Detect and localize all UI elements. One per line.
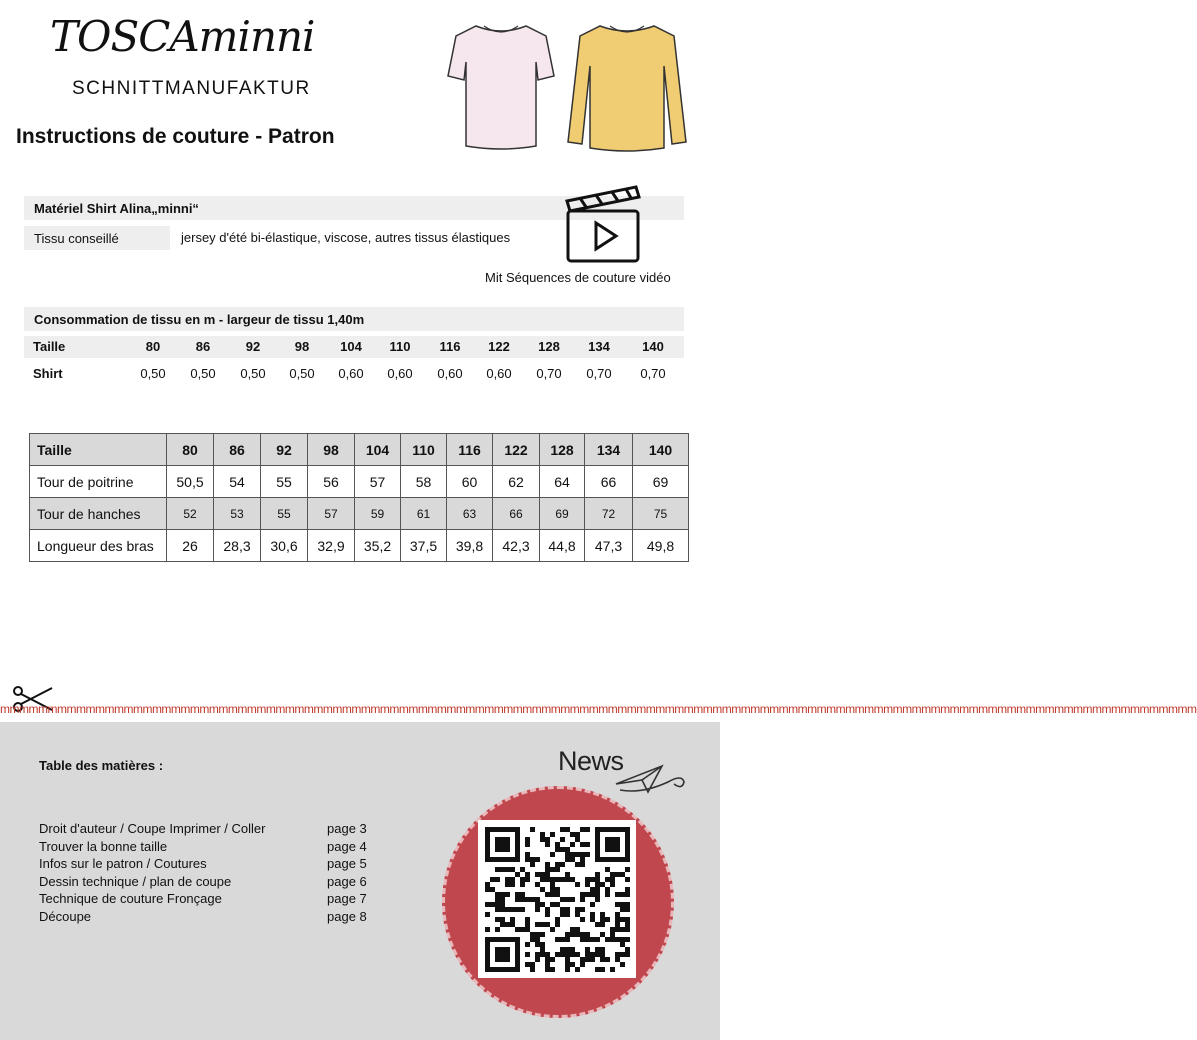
shirt-long-sleeve-illustration xyxy=(566,18,688,154)
table-cell: 59 xyxy=(355,498,401,530)
toc-page: page 5 xyxy=(327,856,367,871)
table-cell: 72 xyxy=(585,498,633,530)
consumption-value: 0,70 xyxy=(586,366,612,381)
table-cell: 66 xyxy=(493,498,540,530)
table-cell: 28,3 xyxy=(214,530,261,562)
table-cell: 61 xyxy=(401,498,447,530)
news-label: News xyxy=(558,746,624,776)
consumption-size: 140 xyxy=(642,339,664,354)
toc-title: Table des matières : xyxy=(39,758,164,773)
toc-item: Technique de couture Fronçage xyxy=(39,891,222,906)
toc-item: Dessin technique / plan de coupe xyxy=(39,874,232,889)
video-sequences-text: Mit Séquences de couture vidéo xyxy=(485,270,671,285)
consumption-header: Consommation de tissu en m - largeur de tissu 1,40m xyxy=(24,307,684,331)
consumption-value: 0,50 xyxy=(240,366,266,381)
consumption-size: 134 xyxy=(588,339,610,354)
table-cell: 42,3 xyxy=(493,530,540,562)
toc-page: page 3 xyxy=(327,821,367,836)
consumption-value: 0,60 xyxy=(387,366,413,381)
shirt-short-sleeve-illustration xyxy=(446,18,556,152)
consumption-size: 104 xyxy=(340,339,362,354)
consumption-size: 80 xyxy=(145,339,161,354)
consumption-value: 0,50 xyxy=(140,366,166,381)
consumption-value: 0,70 xyxy=(536,366,562,381)
table-cell: 55 xyxy=(261,498,308,530)
qr-code[interactable] xyxy=(478,820,636,978)
consumption-size: 98 xyxy=(294,339,310,354)
table-cell: 55 xyxy=(261,466,308,498)
table-row xyxy=(30,466,689,498)
table-row xyxy=(30,530,689,562)
table-cell: 60 xyxy=(447,466,493,498)
table-cell: 32,9 xyxy=(308,530,355,562)
paper-plane-icon xyxy=(612,760,694,796)
consumption-size-row xyxy=(24,336,684,358)
measurement-size: 80 xyxy=(167,434,214,466)
table-cell: 66 xyxy=(585,466,633,498)
consumption-shirt-label: Shirt xyxy=(33,366,63,381)
measurement-size: 134 xyxy=(585,434,633,466)
consumption-size-label: Taille xyxy=(33,339,66,354)
table-cell: 26 xyxy=(167,530,214,562)
toc-page: page 7 xyxy=(327,891,367,906)
table-cell: 56 xyxy=(308,466,355,498)
table-cell: 50,5 xyxy=(167,466,214,498)
measurement-size: 86 xyxy=(214,434,261,466)
toc-item: Droit d'auteur / Coupe Imprimer / Coller xyxy=(39,821,266,836)
table-cell: 30,6 xyxy=(261,530,308,562)
consumption-value: 0,70 xyxy=(640,366,666,381)
table-cell: 44,8 xyxy=(540,530,585,562)
measurement-size: 110 xyxy=(401,434,447,466)
consumption-size: 86 xyxy=(195,339,211,354)
row-label: Longueur des bras xyxy=(30,530,167,562)
consumption-value: 0,60 xyxy=(486,366,512,381)
toc-item: Infos sur le patron / Coutures xyxy=(39,856,207,871)
brand-subtitle: SCHNITTMANUFAKTUR xyxy=(72,78,311,99)
table-cell: 62 xyxy=(493,466,540,498)
toc-page: page 6 xyxy=(327,874,367,889)
page-title: Instructions de couture - Patron xyxy=(16,125,335,148)
table-cell: 49,8 xyxy=(633,530,689,562)
table-cell: 63 xyxy=(447,498,493,530)
table-cell: 57 xyxy=(355,466,401,498)
qr-code-graphic xyxy=(478,820,636,978)
table-cell: 47,3 xyxy=(585,530,633,562)
table-cell: 69 xyxy=(633,466,689,498)
toc-page: page 4 xyxy=(327,839,367,854)
table-row xyxy=(30,498,689,530)
consumption-size: 116 xyxy=(439,339,461,354)
table-cell: 64 xyxy=(540,466,585,498)
table-cell: 39,8 xyxy=(447,530,493,562)
consumption-size: 110 xyxy=(389,339,411,354)
cut-line: mmmmmmmmmmmmmmmmmmmmmmmmmmmmmmmmmmmmmmmmmmmmmmmmmmmmmmmmmmmmmmmmmmmmmmmmmmmmmmmmmmmmmmmmmmmmmmmmmmmmmmmmmmmmmmmmmmmmmmmmmmmmmm xyxy=(0,702,1197,716)
toc-item: Découpe xyxy=(39,909,92,924)
consumption-size: 122 xyxy=(488,339,510,354)
table-cell: 75 xyxy=(633,498,689,530)
measurement-header-label: Taille xyxy=(30,434,167,466)
measurement-size: 104 xyxy=(355,434,401,466)
measurement-header-row xyxy=(30,434,689,466)
table-cell: 54 xyxy=(214,466,261,498)
table-cell: 52 xyxy=(167,498,214,530)
fabric-value: jersey d'été bi-élastique, viscose, autres tissus élastiques xyxy=(181,230,511,245)
row-label: Tour de poitrine xyxy=(30,466,167,498)
measurement-size: 140 xyxy=(633,434,689,466)
table-cell: 35,2 xyxy=(355,530,401,562)
brand-logo: TOSCAminni xyxy=(50,12,315,61)
toc-page: page 8 xyxy=(327,909,367,924)
consumption-size: 128 xyxy=(538,339,560,354)
material-header: Matériel Shirt Alina„minni“ xyxy=(24,196,684,220)
table-cell: 37,5 xyxy=(401,530,447,562)
consumption-value: 0,50 xyxy=(190,366,216,381)
video-clapper-icon xyxy=(564,183,642,265)
measurement-size: 98 xyxy=(308,434,355,466)
toc-item: Trouver la bonne taille xyxy=(39,839,168,854)
table-cell: 57 xyxy=(308,498,355,530)
consumption-value: 0,60 xyxy=(437,366,463,381)
fabric-label: Tissu conseillé xyxy=(24,226,170,250)
table-cell: 69 xyxy=(540,498,585,530)
consumption-value: 0,60 xyxy=(338,366,364,381)
measurement-size: 92 xyxy=(261,434,308,466)
row-label: Tour de hanches xyxy=(30,498,167,530)
measurement-size: 122 xyxy=(493,434,540,466)
consumption-value: 0,50 xyxy=(289,366,315,381)
measurement-table xyxy=(29,433,689,562)
consumption-shirt-row xyxy=(24,363,684,385)
consumption-size: 92 xyxy=(245,339,261,354)
table-cell: 53 xyxy=(214,498,261,530)
table-cell: 58 xyxy=(401,466,447,498)
measurement-size: 116 xyxy=(447,434,493,466)
measurement-size: 128 xyxy=(540,434,585,466)
